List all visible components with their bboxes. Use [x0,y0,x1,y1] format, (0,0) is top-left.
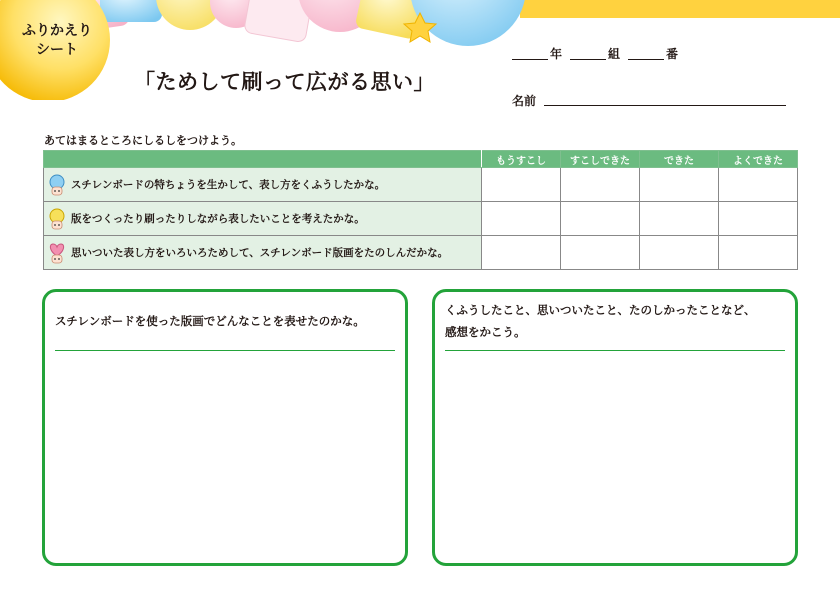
table-header-blank [44,151,482,168]
question-cell [44,168,482,202]
table-row [44,168,798,202]
name-input-line[interactable] [544,105,786,106]
right-box-prompt-line1: くふうしたこと、思いついたこと、たのしかったことなど、 [445,303,756,317]
check-cell[interactable] [482,168,561,202]
check-cell[interactable] [719,202,798,236]
question-text: 思いついた表し方をいろいろためして、スチレンボード版画をたのしんだかな。 [71,247,449,259]
column-header: できた [640,151,719,168]
name-label: 名前 [512,94,537,108]
class-label: 組 [608,47,621,61]
question-text: スチレンボードの特ちょうを生かして、表し方をくふうしたかな。 [71,179,386,191]
column-header: よくできた [719,151,798,168]
instruction-text: あてはまるところにしるしをつけよう。 [44,134,242,147]
blue-character-icon [47,174,67,196]
yellow-character-icon [47,208,67,230]
question-text: 版をつくったり刷ったりしながら表したいことを考えたかな。 [71,213,365,225]
check-cell[interactable] [719,168,798,202]
left-box-prompt: スチレンボードを使った版画でどんなことを表せたのかな。 [55,314,365,328]
year-input-line[interactable] [512,59,548,60]
check-cell[interactable] [719,236,798,270]
check-cell[interactable] [561,168,640,202]
number-input-line[interactable] [628,59,664,60]
sheet-badge [14,22,100,60]
question-cell [44,236,482,270]
column-header: もうすこし [482,151,561,168]
check-cell[interactable] [482,236,561,270]
question-cell [44,202,482,236]
badge-line1: ふりかえり [22,23,92,39]
right-writing-box[interactable] [432,289,798,566]
left-box-divider [55,350,395,351]
top-yellow-band [520,0,840,18]
deco-blue-square [100,0,162,22]
column-header: すこしできた [561,151,640,168]
check-cell[interactable] [640,168,719,202]
check-cell[interactable] [640,236,719,270]
page-title: 「ためして刷って広がる思い」 [134,70,435,94]
self-evaluation-table [43,150,798,270]
table-row [44,236,798,270]
badge-line2: シート [36,42,78,58]
right-box-prompt-line2: 感想をかこう。 [445,325,526,339]
pink-character-icon [47,242,67,264]
class-input-line[interactable] [570,59,606,60]
left-writing-box[interactable] [42,289,408,566]
right-box-prompt [445,299,756,343]
check-cell[interactable] [640,202,719,236]
check-cell[interactable] [561,236,640,270]
right-box-divider [445,350,785,351]
table-header-row [44,151,798,168]
year-label: 年 [550,47,563,61]
number-label: 番 [666,47,679,61]
check-cell[interactable] [482,202,561,236]
check-cell[interactable] [561,202,640,236]
table-row [44,202,798,236]
